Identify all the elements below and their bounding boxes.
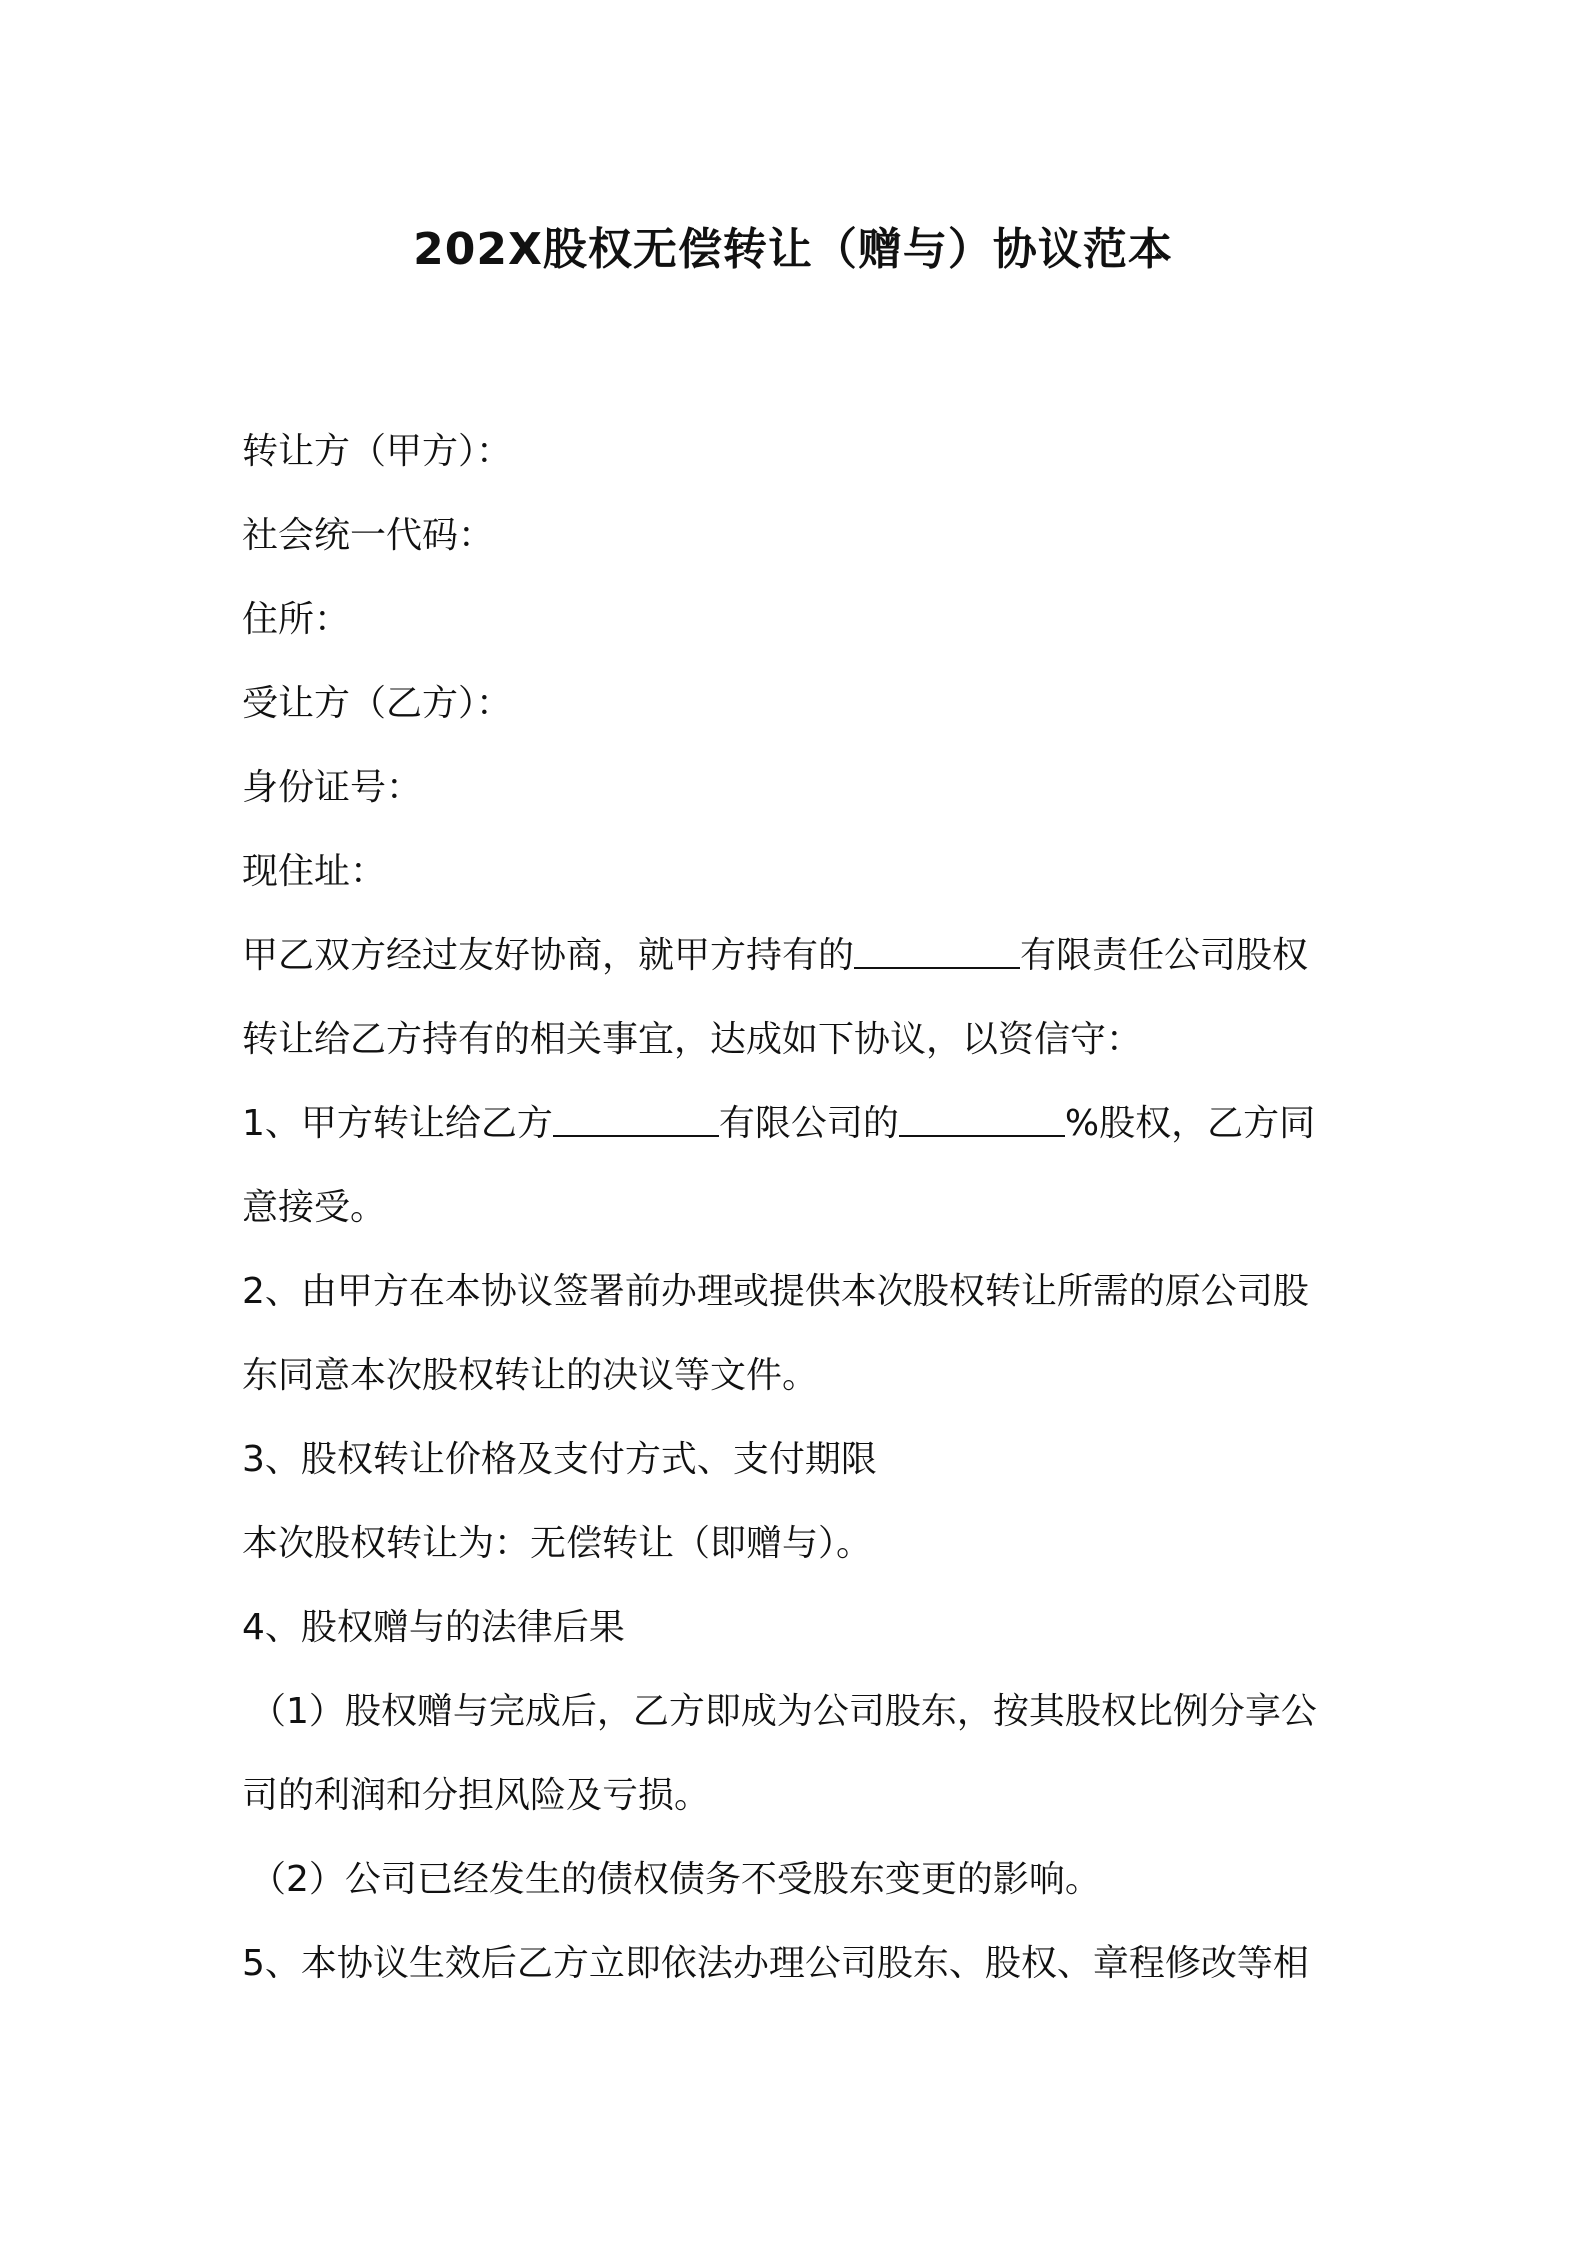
intro-text-before: 甲乙双方经过友好协商，就甲方持有的: [242, 935, 855, 976]
field-domicile: 住所：: [242, 599, 351, 640]
document-title: 202X股权无偿转让（赠与）协议范本: [413, 224, 1173, 275]
field-transferee: 受让方（乙方）：: [242, 683, 513, 724]
intro-line-2: 转让给乙方持有的相关事宜，达成如下协议，以资信守：: [242, 1019, 1143, 1060]
intro-line-1: [242, 914, 1356, 998]
clause-4-item-2: （2）公司已经发生的债权债务不受股东变更的影响。: [250, 1859, 1101, 1900]
clause-1-percent-blank: [899, 1105, 1065, 1137]
field-unified-social-code: 社会统一代码：: [242, 515, 495, 556]
clause-2-line-2: 东同意本次股权转让的决议等文件。: [242, 1355, 819, 1396]
clause-3-content: 本次股权转让为：无偿转让（即赠与）。: [242, 1523, 873, 1564]
clause-1-part-b: 有限公司的: [718, 1103, 899, 1144]
clause-1-line-2: 意接受。: [242, 1187, 387, 1228]
clause-1-company-blank: [553, 1105, 719, 1137]
clause-5-line-1: 5、本协议生效后乙方立即依法办理公司股东、股权、章程修改等相: [242, 1943, 1309, 1984]
clause-4-item-1-line-2: 司的利润和分担风险及亏损。: [242, 1775, 711, 1816]
clause-1-part-a: 1、甲方转让给乙方: [242, 1103, 553, 1144]
field-transferor: 转让方（甲方）：: [242, 431, 513, 472]
clause-4-heading: 4、股权赠与的法律后果: [242, 1607, 625, 1648]
clause-2-line-1: 2、由甲方在本协议签署前办理或提供本次股权转让所需的原公司股: [242, 1271, 1309, 1312]
field-id-number: 身份证号：: [242, 767, 423, 808]
field-current-address: 现住址：: [242, 851, 387, 892]
clause-1-part-c: %股权，乙方同: [1064, 1103, 1316, 1144]
intro-text-after: 有限责任公司股权: [1020, 935, 1309, 976]
clause-3-heading: 3、股权转让价格及支付方式、支付期限: [242, 1439, 877, 1480]
clause-4-item-1-line-1: （1）股权赠与完成后，乙方即成为公司股东，按其股权比例分享公: [250, 1691, 1317, 1732]
company-name-blank: [854, 937, 1020, 969]
document-body: [242, 410, 1356, 2006]
clause-1-line-1: [242, 1082, 1356, 1166]
